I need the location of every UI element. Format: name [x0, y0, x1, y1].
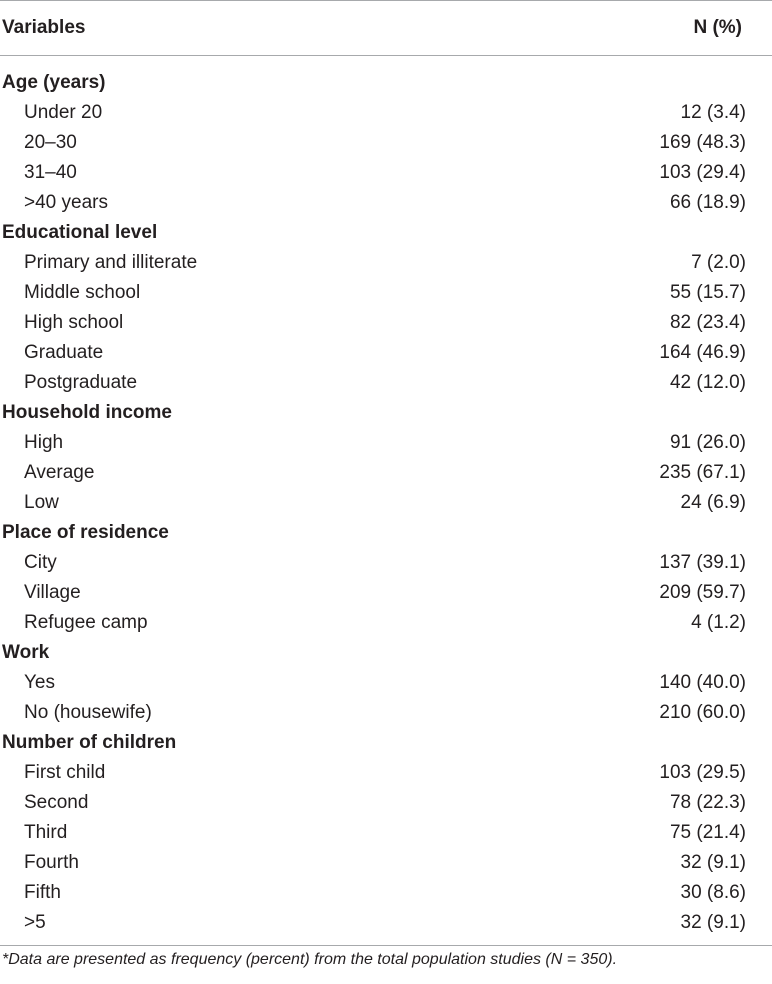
row-label: Fourth	[24, 852, 79, 873]
row-label: >5	[24, 912, 46, 933]
table-row	[0, 128, 772, 158]
row-label: City	[24, 552, 57, 573]
table-row	[0, 188, 772, 218]
table-row	[0, 608, 772, 638]
table-row	[0, 698, 772, 728]
row-label: >40 years	[24, 192, 108, 213]
row-label: Average	[24, 462, 95, 483]
row-value: 75 (21.4)	[669, 822, 746, 843]
row-label: Refugee camp	[24, 612, 148, 633]
table-row	[0, 158, 772, 188]
table-row	[0, 368, 772, 398]
group-heading: Household income	[2, 402, 172, 423]
row-value: 82 (23.4)	[669, 312, 746, 333]
table-row	[0, 428, 772, 458]
table-row	[0, 878, 772, 908]
row-label: No (housewife)	[24, 702, 152, 723]
group-heading-row	[0, 728, 772, 758]
table-row	[0, 338, 772, 368]
table-row	[0, 578, 772, 608]
table-row	[0, 488, 772, 518]
row-label: Postgraduate	[24, 372, 138, 393]
row-value: 210 (60.0)	[659, 702, 746, 723]
row-value: 32 (9.1)	[680, 912, 746, 933]
row-label: Middle school	[24, 282, 141, 303]
table-row	[0, 668, 772, 698]
row-label: Village	[24, 582, 81, 603]
row-value: 7 (2.0)	[691, 252, 746, 273]
row-value: 140 (40.0)	[659, 672, 746, 693]
row-label: High school	[24, 312, 124, 333]
row-label: Fifth	[24, 882, 61, 903]
table-row	[0, 788, 772, 818]
table-row	[0, 908, 772, 938]
group-heading-row	[0, 218, 772, 248]
group-heading: Age (years)	[2, 72, 106, 93]
row-value: 4 (1.2)	[691, 612, 746, 633]
row-label: 20–30	[24, 132, 77, 153]
row-value: 42 (12.0)	[669, 372, 746, 393]
group-heading: Number of children	[2, 732, 177, 753]
row-value: 66 (18.9)	[669, 192, 746, 213]
table-row	[0, 308, 772, 338]
row-label: Low	[24, 492, 59, 513]
row-value: 209 (59.7)	[659, 582, 746, 603]
row-label: 31–40	[24, 162, 77, 183]
row-label: Second	[24, 792, 89, 813]
row-value: 103 (29.5)	[659, 762, 746, 783]
table-body	[0, 56, 772, 945]
row-value: 24 (6.9)	[680, 492, 746, 513]
row-value: 78 (22.3)	[669, 792, 746, 813]
row-value: 91 (26.0)	[669, 432, 746, 453]
row-value: 55 (15.7)	[669, 282, 746, 303]
row-label: Yes	[24, 672, 55, 693]
row-value: 103 (29.4)	[659, 162, 746, 183]
row-label: First child	[24, 762, 106, 783]
group-heading: Educational level	[2, 222, 158, 243]
table-row	[0, 548, 772, 578]
table-row	[0, 278, 772, 308]
table-row	[0, 98, 772, 128]
row-value: 32 (9.1)	[680, 852, 746, 873]
row-value: 235 (67.1)	[659, 462, 746, 483]
group-heading-row	[0, 398, 772, 428]
row-label: Graduate	[24, 342, 104, 363]
row-value: 169 (48.3)	[659, 132, 746, 153]
row-value: 164 (46.9)	[659, 342, 746, 363]
header-variables: Variables	[2, 17, 86, 38]
table-row	[0, 848, 772, 878]
row-label: Third	[24, 822, 68, 843]
group-heading: Work	[2, 642, 50, 663]
group-heading-row	[0, 68, 772, 98]
group-heading-row	[0, 518, 772, 548]
table-row	[0, 458, 772, 488]
table-row	[0, 758, 772, 788]
row-label: Primary and illiterate	[24, 252, 198, 273]
table-header	[0, 1, 772, 55]
group-heading: Place of residence	[2, 522, 169, 543]
row-value: 137 (39.1)	[659, 552, 746, 573]
header-n-percent: N (%)	[693, 17, 742, 38]
row-label: Under 20	[24, 102, 103, 123]
table-footnote: *Data are presented as frequency (percent) from the total population studies (N = 350).	[2, 951, 618, 968]
row-label: High	[24, 432, 64, 453]
row-value: 12 (3.4)	[680, 102, 746, 123]
table-row	[0, 248, 772, 278]
row-value: 30 (8.6)	[680, 882, 746, 903]
group-heading-row	[0, 638, 772, 668]
table-row	[0, 818, 772, 848]
